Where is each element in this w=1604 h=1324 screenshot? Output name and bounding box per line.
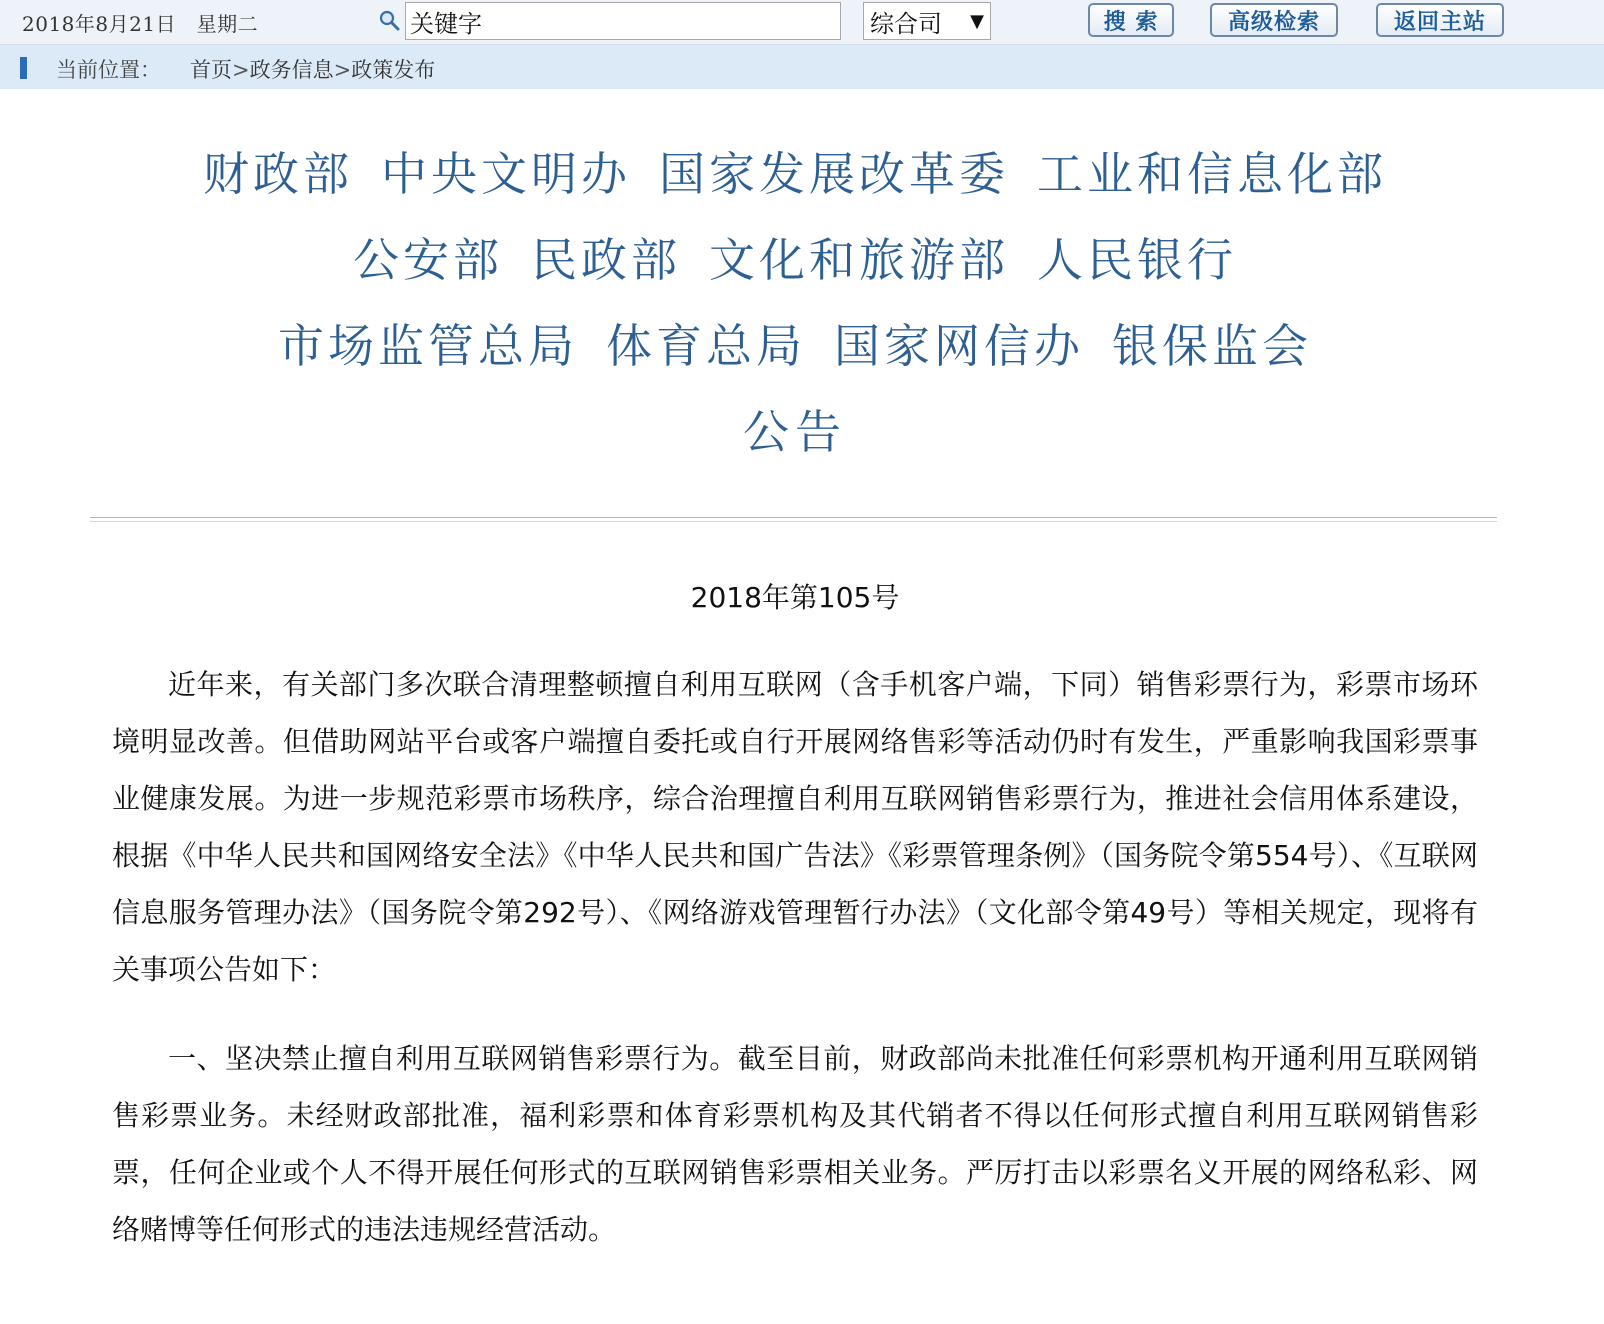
chevron-down-icon: ▼ xyxy=(970,10,984,32)
paragraph: 近年来，有关部门多次联合清理整顿擅自利用互联网（含手机客户端，下同）销售彩票行为，彩票市场环境明显改善。但借助网站平台或客户端擅自委托或自行开展网络售彩等活动仍时有发生，严重影响我国彩票事业健康发展。为进一步规范彩票市场秩序，综合治理擅自利用互联网销售彩票行为，推进社会信用体系建设，根据《中华人民共和国网络安全法》《中华人民共和国广告法》《彩票管理条例》（国务院令第554号）、《互联网信息服务管理办法》（国务院令第292号）、《网络游戏管理暂行办法》（文化部令第49号）等相关规定，现将有关事项公告如下： xyxy=(112,668,1478,986)
title-issuer: 国家网信办 xyxy=(834,319,1084,373)
title-doc-type: 公告 xyxy=(743,405,847,459)
current-date: 2018年8月21日 星期二 xyxy=(22,12,259,36)
breadcrumb-marker-icon xyxy=(20,57,27,79)
breadcrumb xyxy=(0,45,1604,89)
title-issuer: 工业和信息化部 xyxy=(1037,147,1387,201)
breadcrumb-gov-info-link[interactable]: 政务信息 xyxy=(249,58,334,82)
search-button[interactable]: 搜 索 xyxy=(1088,3,1174,37)
advanced-search-button[interactable]: 高级检索 xyxy=(1210,3,1338,37)
title-line xyxy=(0,140,1590,226)
title-issuer: 公安部 xyxy=(353,233,503,287)
article-body xyxy=(112,656,1478,1290)
search-icon xyxy=(378,9,400,31)
document-number: 2018年第105号 xyxy=(690,581,900,614)
breadcrumb-label: 当前位置： xyxy=(56,58,161,82)
breadcrumb-trail xyxy=(190,54,435,84)
title-issuer: 文化和旅游部 xyxy=(709,233,1009,287)
breadcrumb-separator: > xyxy=(333,58,352,82)
title-line xyxy=(0,312,1590,398)
title-issuer: 人民银行 xyxy=(1037,233,1237,287)
title-issuer: 市场监管总局 xyxy=(278,319,578,373)
page-title xyxy=(0,140,1590,484)
search-input[interactable] xyxy=(405,2,841,40)
title-issuer: 国家发展改革委 xyxy=(659,147,1009,201)
breadcrumb-separator: > xyxy=(232,58,250,82)
title-issuer: 民政部 xyxy=(531,233,681,287)
scope-select[interactable] xyxy=(863,2,991,40)
title-issuer: 银保监会 xyxy=(1112,319,1312,373)
return-home-button[interactable]: 返回主站 xyxy=(1376,3,1504,37)
paragraph: 一、坚决禁止擅自利用互联网销售彩票行为。截至目前，财政部尚未批准任何彩票机构开通利用互联网销售彩票业务。未经财政部批准，福利彩票和体育彩票机构及其代销者不得以任何形式擅自利用互联网销售彩票，任何企业或个人不得开展任何形式的互联网销售彩票相关业务。严厉打击以彩票名义开展的网络私彩、网络赌博等任何形式的违法违规经营活动。 xyxy=(112,1042,1478,1246)
title-line xyxy=(0,226,1590,312)
title-issuer: 中央文明办 xyxy=(381,147,631,201)
title-issuer: 财政部 xyxy=(203,147,353,201)
scope-select-value: 综合司 xyxy=(870,9,942,38)
breadcrumb-policy-link[interactable]: 政策发布 xyxy=(351,58,436,82)
top-toolbar xyxy=(0,0,1604,45)
breadcrumb-home-link[interactable]: 首页 xyxy=(190,58,232,82)
title-issuer: 体育总局 xyxy=(606,319,806,373)
title-divider xyxy=(90,517,1497,522)
